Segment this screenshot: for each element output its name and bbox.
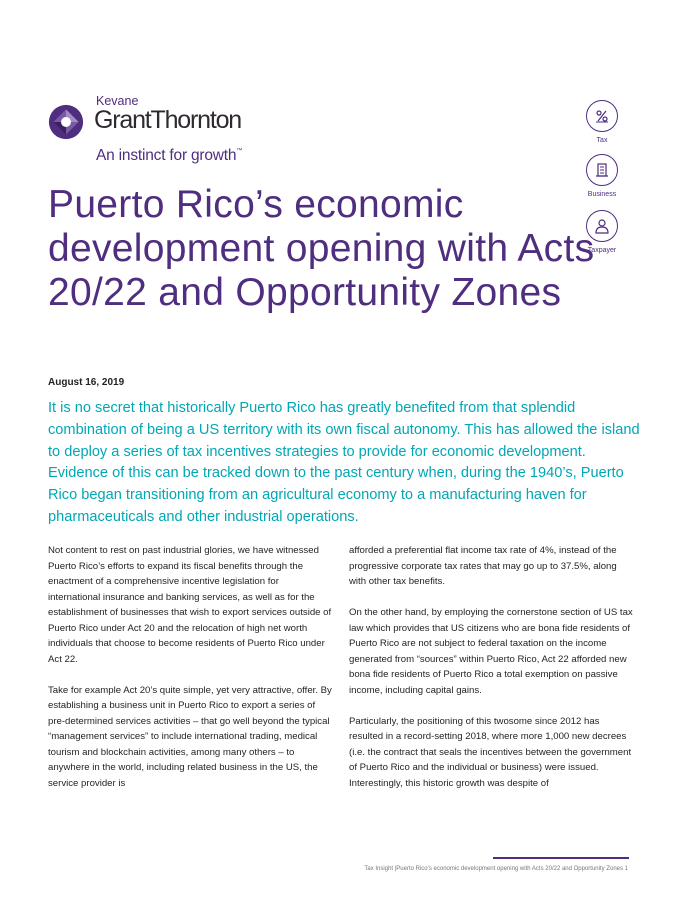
company-logo	[48, 92, 268, 172]
lead-paragraph: It is no secret that historically Puerto Rico has greatly benefited from that splendid combination of being a US territory with its own fiscal autonomy. This has allowed the island to deploy a series of tax incentives strategies to provide for economic development. Evidence of this can be tracked down to the past century when, during the 1940’s, Puerto Rico began transitioning from an agricultural economy to a manufacturing haven for pharmaceuticals and other industrial operations.	[48, 400, 640, 525]
topic-taxpayer-label: Taxpayer	[587, 247, 617, 254]
body-paragraph: Particularly, the positioning of this twosome since 2012 has resulted in a record-setting 2018, where more 1,000 new decrees (i.e. the contract that seals the incentives between the government of Puerto Rico and the individual or business) were issued. Interestingly, this historic growth was despite of	[349, 715, 632, 789]
logo-tagline: An instinct for growth™	[96, 147, 243, 164]
topic-business-label: Business	[587, 191, 617, 198]
body-column-right	[349, 543, 634, 807]
topic-tax	[584, 100, 620, 144]
building-icon	[586, 154, 618, 186]
body-paragraph: On the other hand, by employing the cornerstone section of US tax law which provides that US citizens who are bona fide residents of Puerto Rico are not subject to federal taxation on the income generated from “sources” within Puerto Rico, Act 22 afforded new bona fide residents of Puerto Rico a total exemption on passive income, including capital gains.	[349, 607, 633, 696]
article-title: Puerto Rico’s economic development opening with Acts 20/22 and Opportunity Zones	[48, 183, 595, 314]
percent-icon	[586, 100, 618, 132]
grant-thornton-logo-mark-icon	[48, 104, 84, 140]
logo-kevane-text: Kevane	[96, 94, 139, 108]
body-column-left	[48, 543, 333, 807]
body-paragraph: Not content to rest on past industrial glories, we have witnessed Puerto Rico’s efforts to expand its fiscal benefits through the enactment of a comprehensive incentive legislation for international insurance and banking services, as well as for the establishment of businesses that wish to export services outside of Puerto Rico under Act 20 and the relocation of high net worth individuals that choose to become residents of Puerto Rico under Act 22.	[48, 545, 332, 665]
body-paragraph: Take for example Act 20’s quite simple, yet very attractive, offer. By establishing a business unit in Puerto Rico to export a series of pre-determined services activities – that go well beyond the typical “management services” to include international trading, medical tourism and blockchain activities, among many others – to anywhere in the world, including related business in the US, the service provider is	[48, 684, 332, 789]
footer-divider	[493, 857, 629, 859]
footer-label: Tax Insight |Puerto Rico’s economic development opening with Acts 20/22 and Opportunity Zones	[364, 866, 625, 872]
topic-tax-label: Tax	[596, 137, 608, 144]
article-date: August 16, 2019	[48, 377, 125, 388]
page-number: 1	[624, 866, 628, 872]
page-footer	[364, 866, 628, 872]
logo-company-name: GrantThornton	[94, 106, 241, 134]
body-paragraph: afforded a preferential flat income tax rate of 4%, instead of the progressive corporate tax rates that may go up to 37.5%, along with other tax benefits.	[349, 545, 617, 587]
